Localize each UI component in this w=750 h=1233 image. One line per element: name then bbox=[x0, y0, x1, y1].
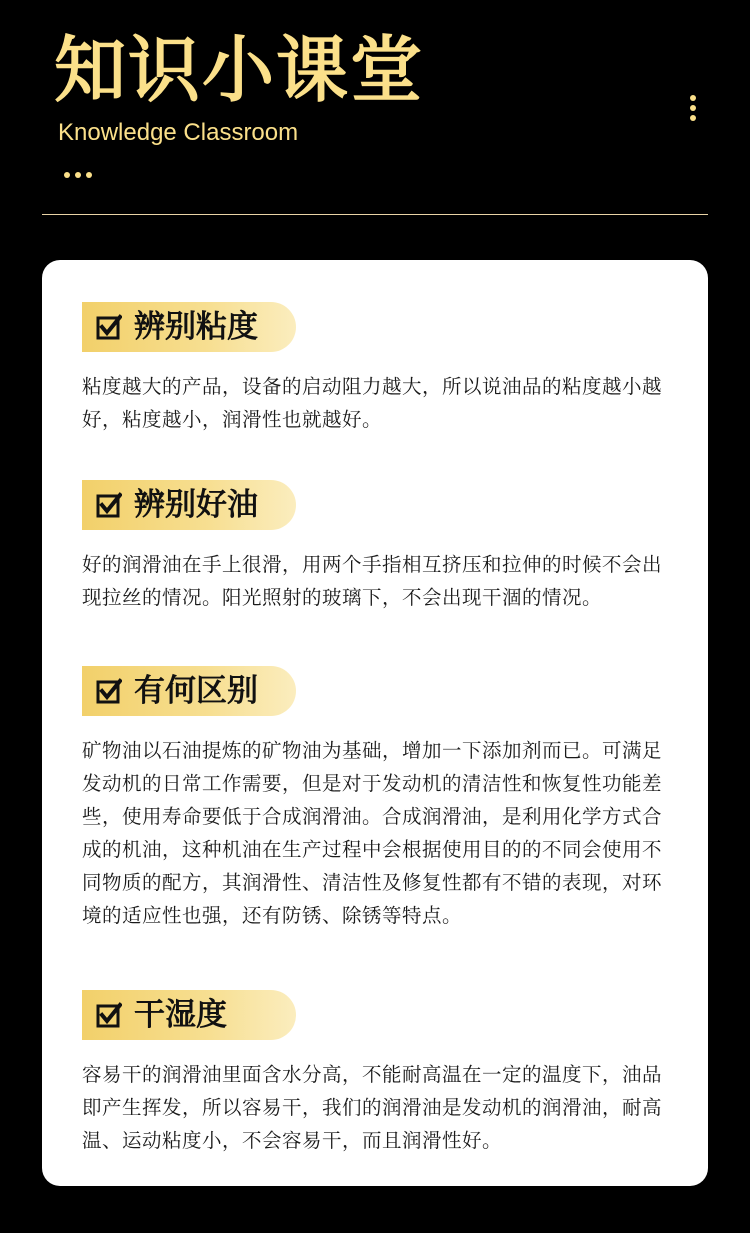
content-card bbox=[42, 260, 708, 1186]
checkbox-checked-icon bbox=[96, 1002, 122, 1028]
horizontal-dots-icon bbox=[64, 172, 92, 178]
section-body: 好的润滑油在手上很滑，用两个手指相互挤压和拉伸的时候不会出现拉丝的情况。阳光照射的玻璃下，不会出现干涸的情况。 bbox=[82, 553, 663, 609]
section-heading: 有何区别 bbox=[134, 673, 258, 709]
checkbox-checked-icon bbox=[96, 314, 122, 340]
section-body: 容易干的润滑油里面含水分高，不能耐高温在一定的温度下，油品即产生挥发，所以容易干，我们的润滑油是发动机的润滑油，耐高温、运动粘度小，不会容易干，而且润滑性好。 bbox=[82, 1063, 663, 1152]
section-heading: 辨别粘度 bbox=[134, 309, 258, 345]
vertical-dots-icon bbox=[690, 95, 696, 121]
checkbox-checked-icon bbox=[96, 492, 122, 518]
section-heading: 干湿度 bbox=[134, 997, 227, 1033]
section-body: 粘度越大的产品，设备的启动阻力越大，所以说油品的粘度越小越好，粘度越小，润滑性也就越好。 bbox=[82, 375, 663, 431]
section-tag bbox=[82, 302, 296, 352]
section-tag bbox=[82, 666, 296, 716]
checkbox-checked-icon bbox=[96, 678, 122, 704]
section-tag bbox=[82, 480, 296, 530]
section-difference bbox=[82, 666, 672, 932]
section-tag bbox=[82, 990, 296, 1040]
section-body: 矿物油以石油提炼的矿物油为基础，增加一下添加剂而已。可满足发动机的日常工作需要，但是对于发动机的清洁性和恢复性功能差些，使用寿命要低于合成润滑油。合成润滑油，是利用化学方式合成的机油，这种机油在生产过程中会根据使用目的的不同会使用不同物质的配方，其润滑性、清洁性及修复性都有不错的表现，对环境的适应性也强，还有防锈、除锈等特点。 bbox=[82, 739, 663, 927]
page-title: 知识小课堂 bbox=[54, 28, 425, 112]
section-viscosity bbox=[82, 302, 672, 436]
section-heading: 辨别好油 bbox=[134, 487, 258, 523]
section-good-oil bbox=[82, 480, 672, 614]
section-dryness bbox=[82, 990, 672, 1157]
header-divider bbox=[42, 214, 708, 215]
page-subtitle: Knowledge Classroom bbox=[58, 119, 299, 146]
